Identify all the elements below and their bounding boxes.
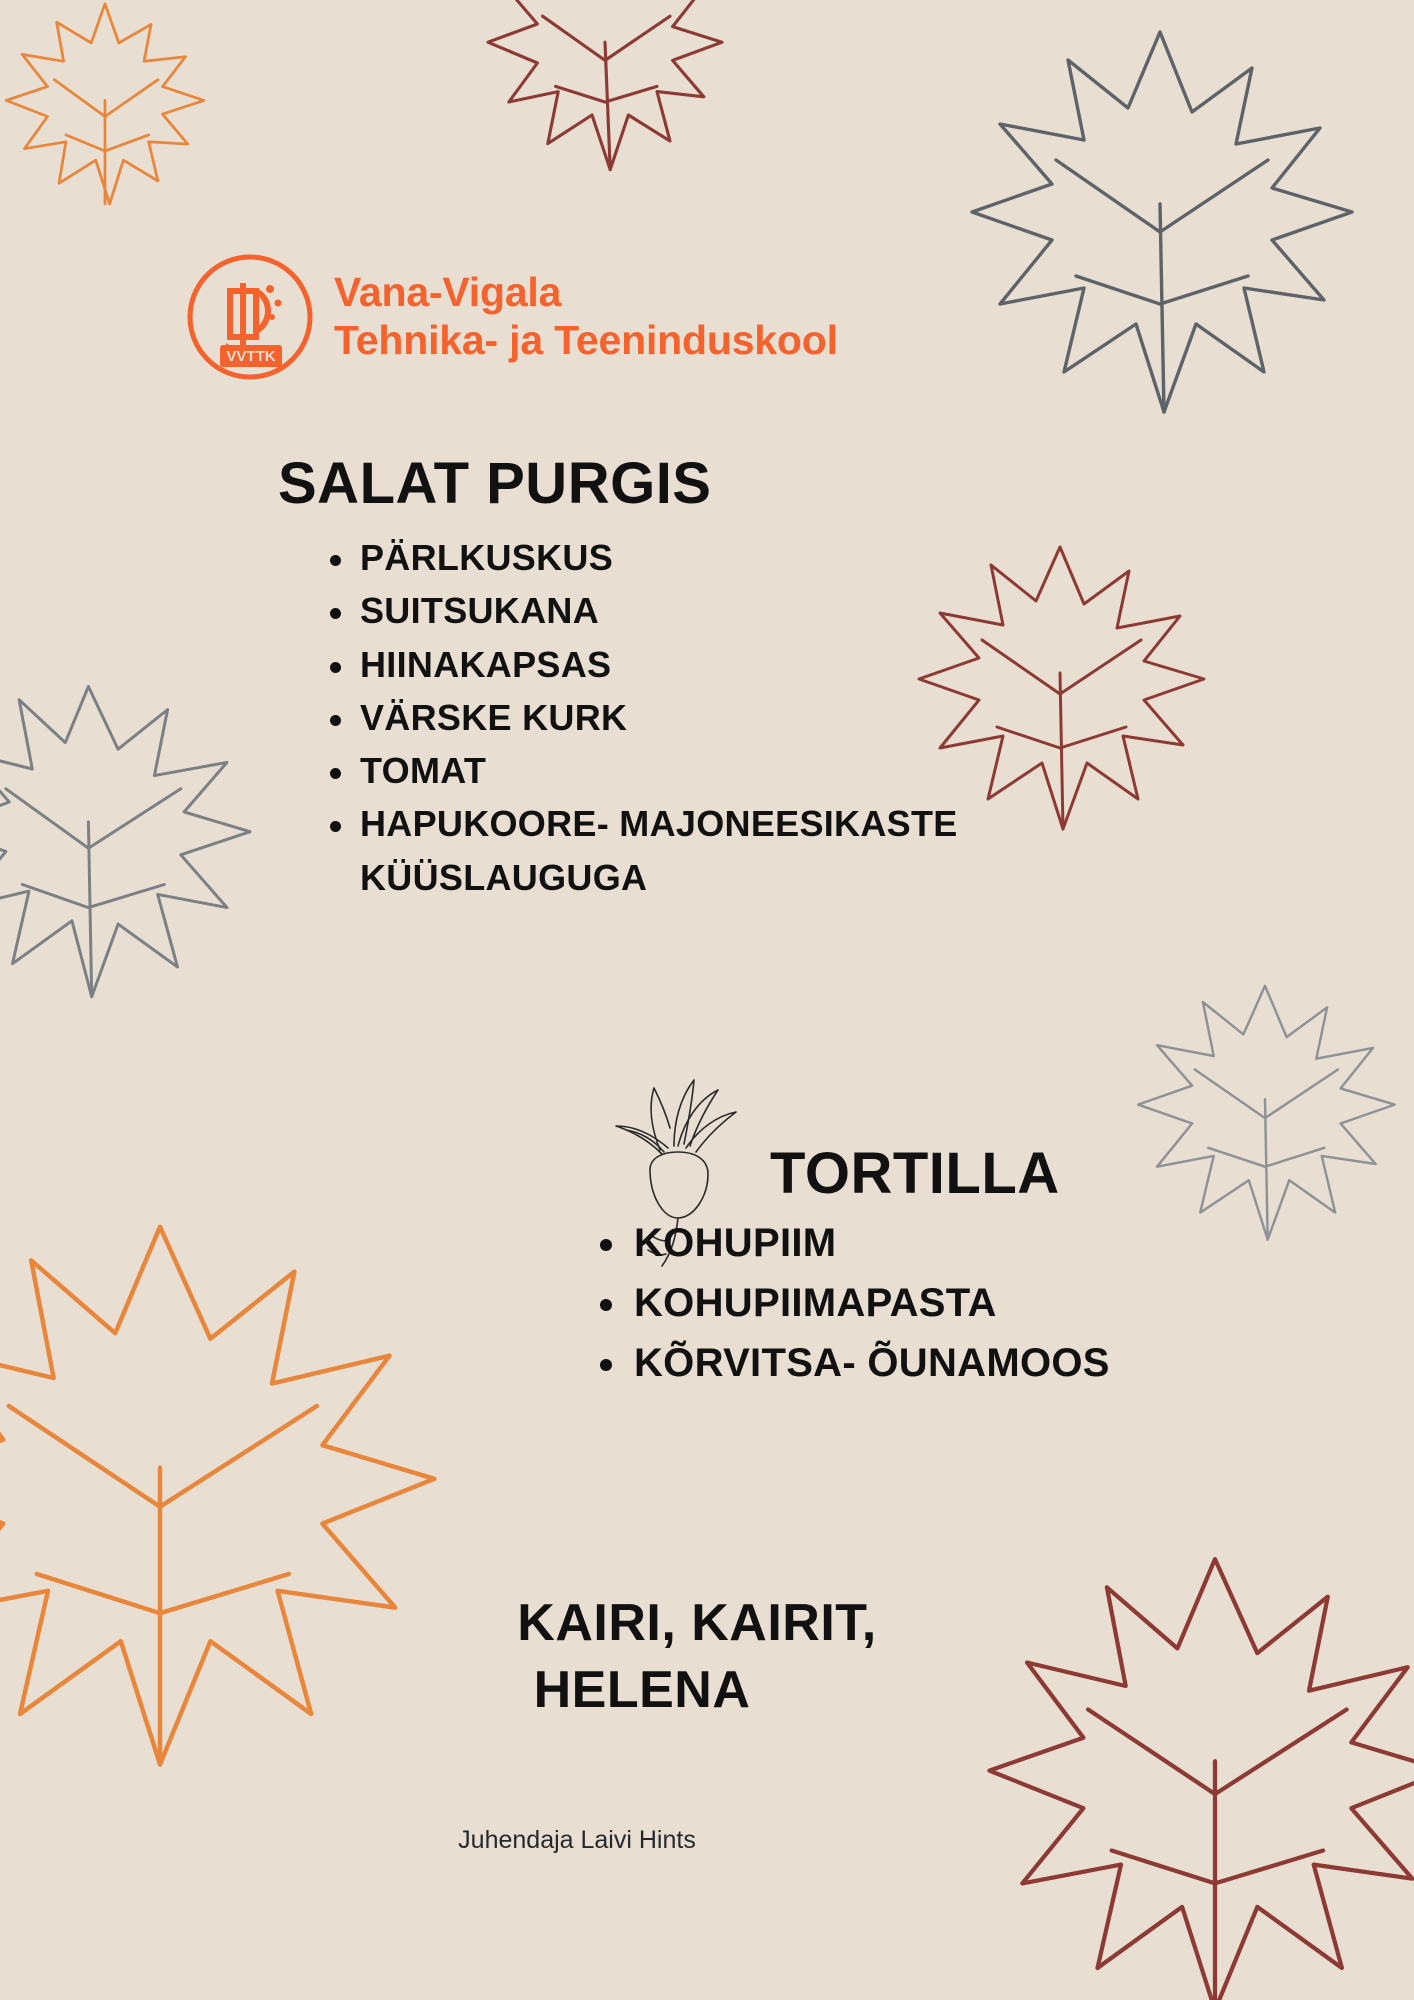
maple-leaf-orange-top-left — [0, 0, 220, 220]
list-item: KOHUPIIM — [590, 1213, 1414, 1273]
school-name — [334, 269, 838, 365]
school-name-line1: Vana-Vigala — [334, 269, 562, 316]
list-item: HIINAKAPSAS — [320, 638, 1240, 691]
supervisor-credit: Juhendaja Laivi Hints — [458, 1826, 696, 1854]
list-item: KÕRVITSA- ÕUNAMOOS — [590, 1333, 1414, 1393]
section-tortilla-heading: TORTILLA — [770, 1141, 1060, 1206]
svg-text:VVTTK: VVTTK — [226, 348, 276, 365]
brand-header — [186, 253, 838, 381]
maple-leaf-darkred-top-center — [470, 0, 740, 180]
section-tortilla — [0, 1140, 1414, 1393]
section-salat-list — [320, 531, 1240, 904]
maple-leaf-gray-top-right — [960, 10, 1360, 430]
list-item: HAPUKOORE- MAJONEESIKASTE KÜÜSLAUGUGA — [320, 797, 1180, 904]
section-tortilla-list — [590, 1213, 1414, 1393]
section-salat-heading: SALAT PURGIS — [278, 451, 712, 516]
authors-line2: HELENA — [533, 1660, 751, 1719]
authors-line1: KAIRI, KAIRIT, — [517, 1594, 877, 1652]
list-item: TOMAT — [320, 744, 1240, 797]
authors — [0, 1590, 1414, 1723]
school-name-line2: Tehnika- ja Teeninduskool — [334, 317, 838, 363]
list-item: VÄRSKE KURK — [320, 691, 1240, 744]
list-item: PÄRLKUSKUS — [320, 531, 1240, 584]
list-item: SUITSUKANA — [320, 584, 1240, 637]
vvttk-logo-icon — [186, 253, 314, 381]
section-salat — [0, 450, 1240, 904]
list-item: KOHUPIIMAPASTA — [590, 1273, 1414, 1333]
